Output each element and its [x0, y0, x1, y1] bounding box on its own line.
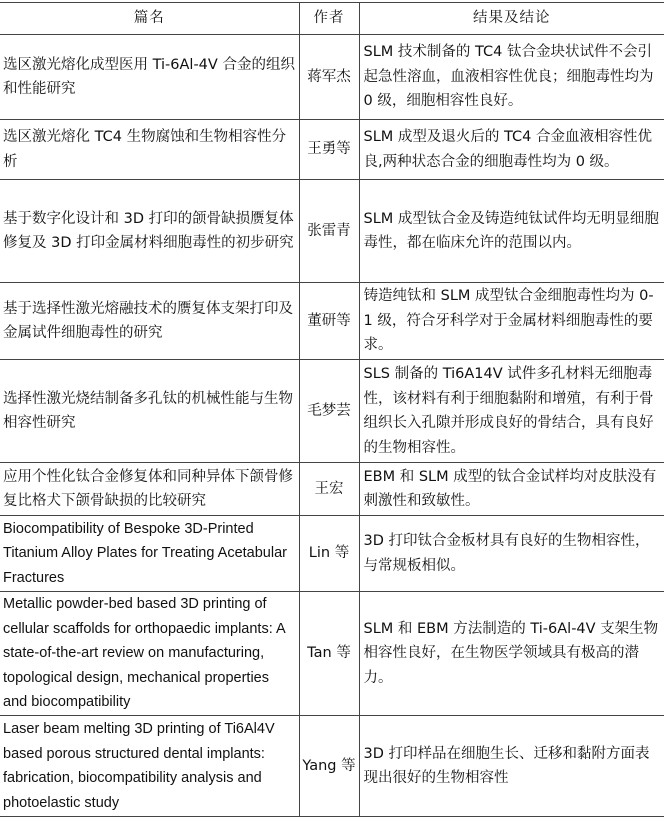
table-row [0, 120, 664, 180]
paper-author: 蒋军杰 [299, 35, 359, 120]
paper-title: 选区激光熔化 TC4 生物腐蚀和生物相容性分析 [0, 120, 299, 180]
paper-result: SLS 制备的 Ti6A14V 试件多孔材料无细胞毒性，该材料有利于细胞黏附和增殖，有利于骨组织长入孔隙并形成良好的骨结合，具有良好的生物相容性。 [359, 360, 664, 463]
header-title: 篇名 [0, 3, 299, 35]
paper-author: Tan 等 [299, 592, 359, 716]
paper-author: 王宏 [299, 463, 359, 516]
paper-result: SLM 和 EBM 方法制造的 Ti-6Al-4V 支架生物相容性良好，在生物医学领域具有极高的潜力。 [359, 592, 664, 716]
paper-author: 王勇等 [299, 120, 359, 180]
paper-author: Yang 等 [299, 716, 359, 817]
table-row [0, 516, 664, 592]
table-row [0, 283, 664, 360]
paper-result: 3D 打印钛合金板材具有良好的生物相容性，与常规板相似。 [359, 516, 664, 592]
table-row [0, 716, 664, 817]
paper-title: 选择性激光烧结制备多孔钛的机械性能与生物相容性研究 [0, 360, 299, 463]
paper-author: 张雷青 [299, 180, 359, 283]
paper-author: 董研等 [299, 283, 359, 360]
paper-title: 选区激光熔化成型医用 Ti-6Al-4V 合金的组织和性能研究 [0, 35, 299, 120]
table-row [0, 463, 664, 516]
table-row [0, 35, 664, 120]
paper-title: 基于选择性激光熔融技术的赝复体支架打印及金属试件细胞毒性的研究 [0, 283, 299, 360]
paper-title: Biocompatibility of Bespoke 3D-Printed Titanium Alloy Plates for Treating Acetabular Fractures [0, 516, 299, 592]
header-author: 作者 [299, 3, 359, 35]
paper-title: Laser beam melting 3D printing of Ti6Al4V based porous structured dental implants: fabrication, biocompatibility analysis and photoelastic study [0, 716, 299, 817]
paper-author: 毛梦芸 [299, 360, 359, 463]
paper-result: SLM 技术制备的 TC4 钛合金块状试件不会引起急性溶血，血液相容性优良；细胞毒性均为 0 级，细胞相容性良好。 [359, 35, 664, 120]
paper-result: 3D 打印样品在细胞生长、迁移和黏附方面表现出很好的生物相容性 [359, 716, 664, 817]
paper-author: Lin 等 [299, 516, 359, 592]
paper-title: 应用个性化钛合金修复体和同种异体下颌骨修复比格犬下颌骨缺损的比较研究 [0, 463, 299, 516]
table-row [0, 180, 664, 283]
table-row [0, 592, 664, 716]
paper-title: Metallic powder-bed based 3D printing of cellular scaffolds for orthopaedic implants: A state-of-the-art review on manufacturing, topological design, mechanical properties and biocompatibility [0, 592, 299, 716]
header-row [0, 3, 664, 35]
paper-result: SLM 成型及退火后的 TC4 合金血液相容性优良,两种状态合金的细胞毒性均为 0 级。 [359, 120, 664, 180]
header-result: 结果及结论 [359, 3, 664, 35]
table-row [0, 360, 664, 463]
literature-table [0, 2, 664, 817]
paper-title: 基于数字化设计和 3D 打印的颌骨缺损赝复体修复及 3D 打印金属材料细胞毒性的初步研究 [0, 180, 299, 283]
paper-result: 铸造纯钛和 SLM 成型钛合金细胞毒性均为 0-1 级，符合牙科学对于金属材料细胞毒性的要求。 [359, 283, 664, 360]
paper-result: EBM 和 SLM 成型的钛合金试样均对皮肤没有刺激性和致敏性。 [359, 463, 664, 516]
paper-result: SLM 成型钛合金及铸造纯钛试件均无明显细胞毒性，都在临床允许的范围以内。 [359, 180, 664, 283]
